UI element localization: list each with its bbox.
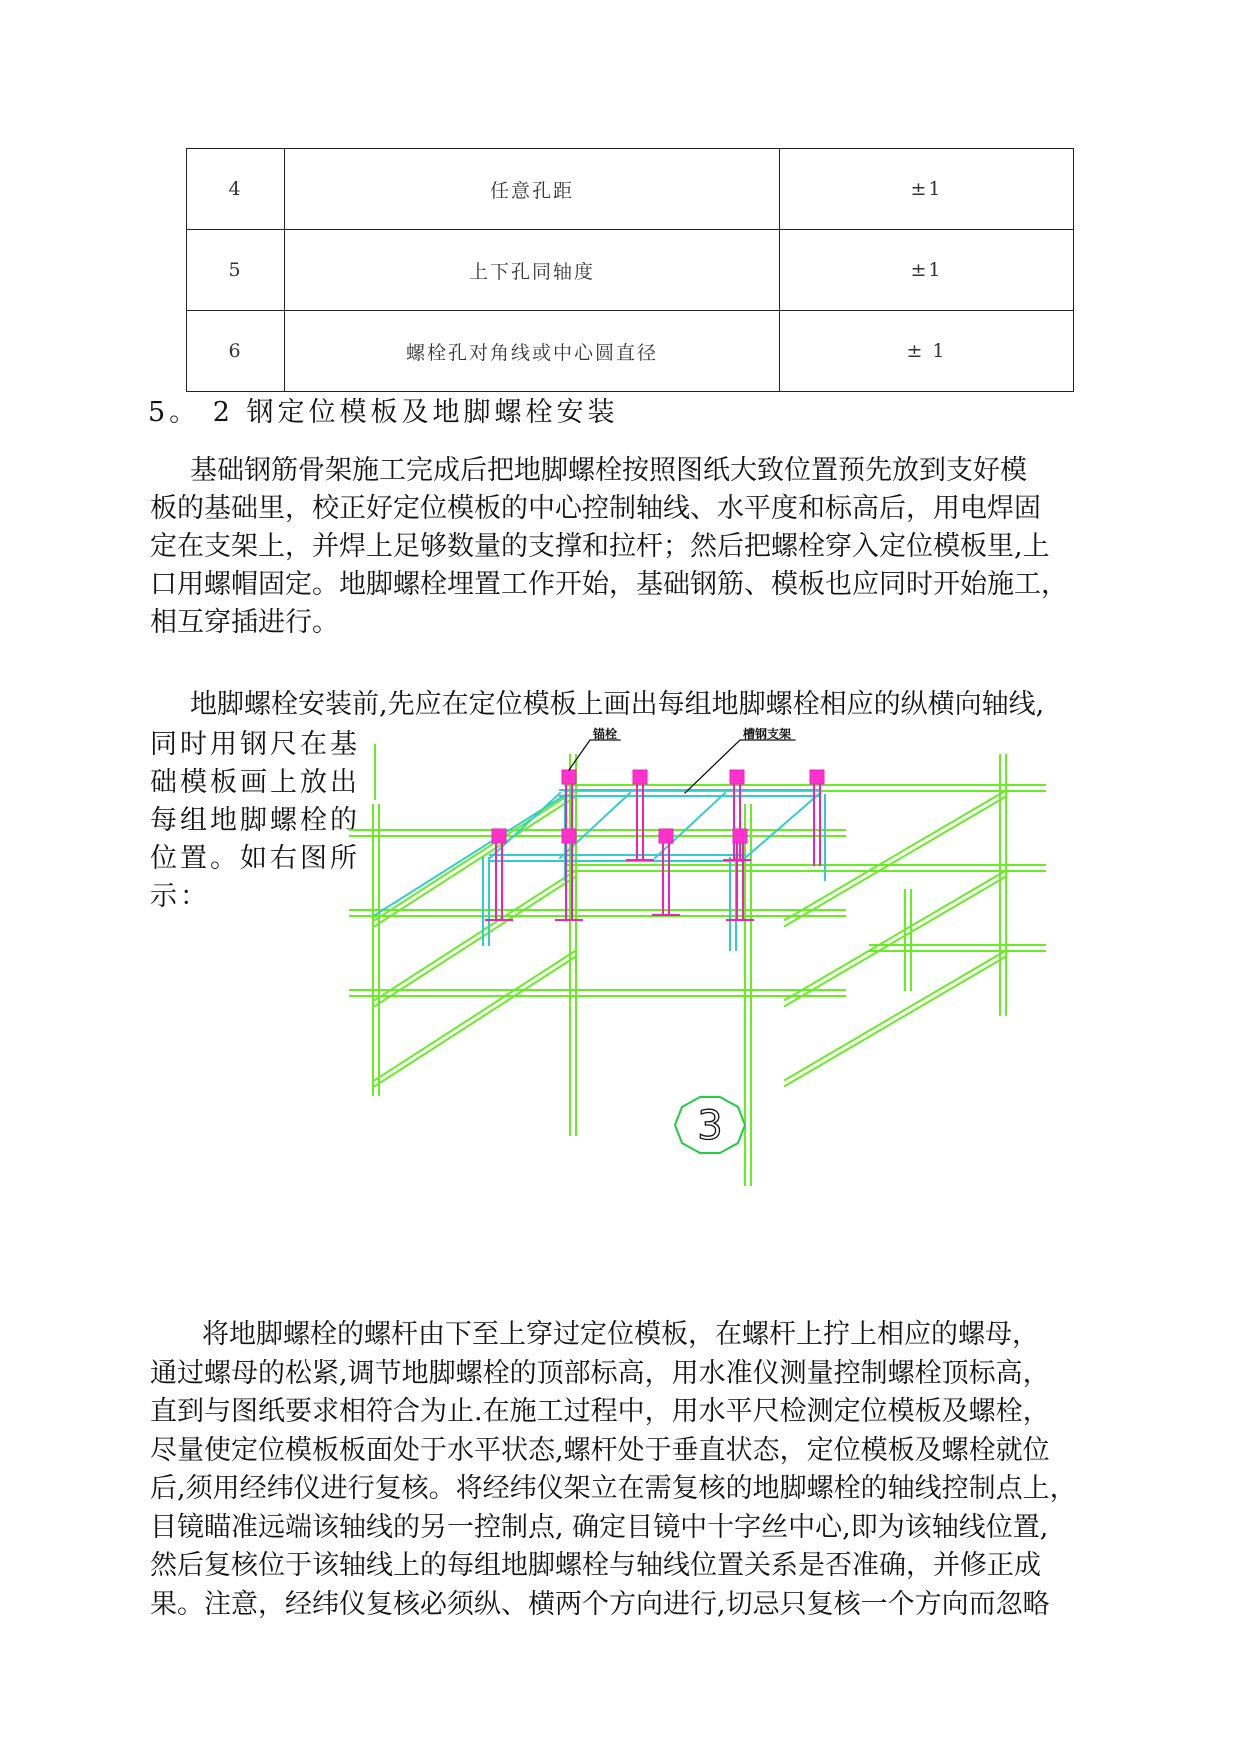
paragraph-axis-side-text: [150, 726, 370, 916]
row-number: 6: [187, 311, 285, 392]
table-row: [187, 149, 1074, 230]
row-number: 4: [187, 149, 285, 230]
paragraph-axis-first-line: [150, 686, 1115, 724]
tolerance-table: [186, 148, 1074, 392]
text-line: 直到与图纸要求相符合为止.在施工过程中，用水平尺检测定位模板及螺栓，: [150, 1396, 1050, 1427]
row-item: 任意孔距: [285, 149, 780, 230]
text-line: 基础钢筋骨架施工完成后把地脚螺栓按照图纸大致位置预先放到支好模: [190, 455, 1027, 486]
text-line: 目镜瞄准远端该轴线的另一控制点, 确定目镜中十字丝中心,即为该轴线位置,: [150, 1511, 1049, 1543]
text-line: 地脚螺栓安装前,先应在定位模板上画出每组地脚螺栓相应的纵横向轴线,: [190, 689, 1045, 720]
text-line: 后,须用经纬仪进行复核。将经纬仪架立在需复核的地脚螺栓的轴线控制点上，: [150, 1473, 1077, 1504]
text-line: 口用螺帽固定。地脚螺栓埋置工作开始，基础钢筋、模板也应同时开始施工，: [150, 569, 1068, 600]
row-tolerance: ±1: [780, 230, 1074, 311]
row-tolerance: ±1: [780, 149, 1074, 230]
text-line: 示：: [150, 881, 210, 912]
row-tolerance: ± 1: [780, 311, 1074, 392]
front-frame-lines: [350, 745, 845, 1185]
text-line: 果。注意，经纬仪复核必须纵、横两个方向进行,切忌只复核一个方向而忽略: [150, 1588, 1050, 1620]
text-line: 将地脚螺栓的螺杆由下至上穿过定位模板，在螺杆上拧上相应的螺母，: [202, 1319, 1039, 1350]
paragraph-verification: [150, 1316, 1115, 1624]
text-line: 定在支架上，并焊上足够数量的支撑和拉杆；然后把螺栓穿入定位模板里,上: [150, 531, 1050, 562]
text-line: 位置。如右图所: [150, 843, 360, 874]
text-line: 板的基础里，校正好定位模板的中心控制轴线、水平度和标高后，用电焊固: [150, 493, 1041, 524]
text-line: 然后复核位于该轴线上的每组地脚螺栓与轴线位置关系是否准确，并修正成: [150, 1550, 1041, 1581]
row-item: 上下孔同轴度: [285, 230, 780, 311]
label-anchor-bolt: 锚栓: [593, 727, 618, 741]
figure-number: 3: [697, 1103, 723, 1149]
label-channel-support: 槽钢支架: [743, 727, 792, 741]
text-line: 每组地脚螺栓的: [150, 805, 360, 836]
text-line: 通过螺母的松紧,调节地脚螺栓的顶部标高，用水准仪测量控制螺栓顶标高，: [150, 1357, 1050, 1389]
table-row: [187, 311, 1074, 392]
row-item: 螺栓孔对角线或中心圆直径: [285, 311, 780, 392]
paragraph-installation: [150, 452, 1115, 642]
text-line: 相互穿插进行。: [150, 607, 339, 638]
section-heading: 5。 2 钢定位模板及地脚螺栓安装: [148, 397, 619, 428]
anchor-bolt-frame-drawing: [385, 727, 1065, 1200]
text-line: 尽量使定位模板板面处于水平状态,螺杆处于垂直状态，定位模板及螺栓就位: [150, 1434, 1050, 1466]
text-line: 同时用钢尺在基: [150, 729, 360, 760]
text-line: 础模板画上放出: [150, 767, 360, 798]
row-number: 5: [187, 230, 285, 311]
table-row: [187, 230, 1074, 311]
